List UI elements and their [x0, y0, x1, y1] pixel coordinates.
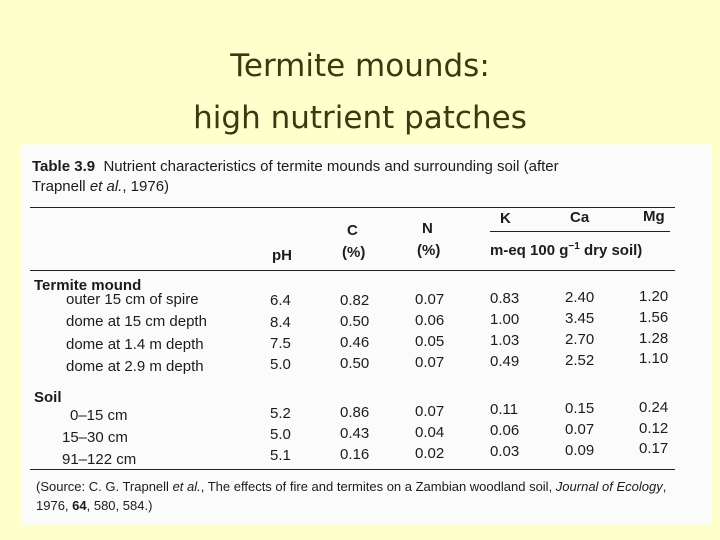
row-label: dome at 1.4 m depth — [66, 336, 204, 353]
cell-mg: 0.24 — [639, 399, 669, 416]
cell-k: 0.06 — [490, 422, 520, 439]
header-n: N — [422, 220, 433, 237]
cell-c: 0.82 — [340, 292, 370, 309]
cell-c: 0.86 — [340, 404, 370, 421]
cell-n: 0.07 — [415, 354, 445, 371]
cell-k: 0.03 — [490, 443, 520, 460]
header-k: K — [500, 210, 511, 227]
header-c: C — [347, 222, 358, 239]
source-etal: et al. — [172, 479, 201, 494]
slide-title-line-2: high nutrient patches — [193, 100, 527, 136]
cell-ca: 2.40 — [565, 289, 595, 306]
source-citation — [36, 477, 696, 515]
cell-k: 1.00 — [490, 311, 520, 328]
cell-ca: 0.15 — [565, 400, 595, 417]
section-title-termite-mound: Termite mound — [34, 277, 142, 294]
cell-mg: 1.10 — [639, 350, 669, 367]
table-caption — [32, 157, 702, 197]
cell-k: 0.83 — [490, 290, 520, 307]
cell-n: 0.06 — [415, 312, 445, 329]
cation-subrule — [490, 231, 670, 232]
cell-c: 0.43 — [340, 425, 370, 442]
cell-c: 0.16 — [340, 446, 370, 463]
source-pages: , 580, 584.) — [86, 498, 153, 513]
scanned-table — [22, 145, 712, 525]
bottom-rule — [30, 469, 675, 470]
header-cation-unit — [490, 237, 642, 261]
caption-author: Trapnell — [32, 178, 86, 195]
header-ca: Ca — [570, 209, 590, 226]
cell-mg: 1.28 — [639, 330, 669, 347]
row-label: dome at 15 cm depth — [66, 313, 207, 330]
cell-n: 0.07 — [415, 403, 445, 420]
cell-ph: 5.0 — [270, 426, 291, 443]
header-ph: pH — [272, 247, 292, 264]
cell-ph: 7.5 — [270, 335, 291, 352]
cell-ph: 5.2 — [270, 405, 291, 422]
cell-n: 0.02 — [415, 445, 445, 462]
cell-ca: 3.45 — [565, 310, 595, 327]
cell-c: 0.50 — [340, 313, 370, 330]
header-mg: Mg — [643, 208, 665, 225]
cell-mg: 1.20 — [639, 288, 669, 305]
cell-ph: 5.0 — [270, 356, 291, 373]
cell-ph: 5.1 — [270, 447, 291, 464]
cell-k: 0.11 — [490, 401, 519, 418]
cell-n: 0.05 — [415, 333, 445, 350]
cell-ph: 8.4 — [270, 314, 291, 331]
source-mid: , The effects of fire and termites on a Zambian woodland soil, — [200, 479, 556, 494]
cell-mg: 0.12 — [639, 420, 669, 437]
source-journal: Journal of Ecology — [555, 479, 663, 494]
source-volume: 64 — [72, 498, 87, 513]
caption-etal: et al. — [89, 178, 123, 195]
caption-year: , 1976) — [122, 178, 170, 195]
row-label: 91–122 cm — [62, 451, 137, 468]
cell-n: 0.04 — [415, 424, 445, 441]
cell-n: 0.07 — [415, 291, 445, 308]
cell-k: 1.03 — [490, 332, 520, 349]
cell-ca: 2.52 — [565, 352, 595, 369]
header-c-unit: (%) — [342, 244, 366, 261]
row-label: outer 15 cm of spire — [66, 291, 199, 308]
slide-title — [0, 40, 720, 144]
table-label: Table 3.9 — [32, 158, 96, 175]
cell-ca: 0.09 — [565, 442, 595, 459]
header-n-unit: (%) — [417, 242, 441, 259]
cell-ca: 2.70 — [565, 331, 595, 348]
cation-unit: m-eq 100 g — [490, 242, 569, 259]
header-rule — [30, 270, 675, 271]
cell-mg: 1.56 — [639, 309, 669, 326]
slide-title-line-1: Termite mounds: — [230, 48, 490, 84]
source-year: , 1976, — [36, 479, 667, 513]
cell-c: 0.50 — [340, 355, 370, 372]
cell-k: 0.49 — [490, 353, 520, 370]
row-label: dome at 2.9 m depth — [66, 358, 204, 375]
row-label: 0–15 cm — [70, 407, 128, 424]
cell-ca: 0.07 — [565, 421, 595, 438]
section-title-soil: Soil — [34, 389, 62, 406]
cation-unit-exponent: −1 — [568, 241, 580, 252]
source-prefix: (Source: C. G. Trapnell — [36, 479, 173, 494]
caption-text: Nutrient characteristics of termite mounds and surrounding soil (after — [103, 158, 559, 175]
cell-c: 0.46 — [340, 334, 370, 351]
cell-ph: 6.4 — [270, 292, 291, 309]
cell-mg: 0.17 — [639, 440, 669, 457]
row-label: 15–30 cm — [62, 429, 128, 446]
cation-unit-tail: dry soil) — [583, 242, 643, 259]
